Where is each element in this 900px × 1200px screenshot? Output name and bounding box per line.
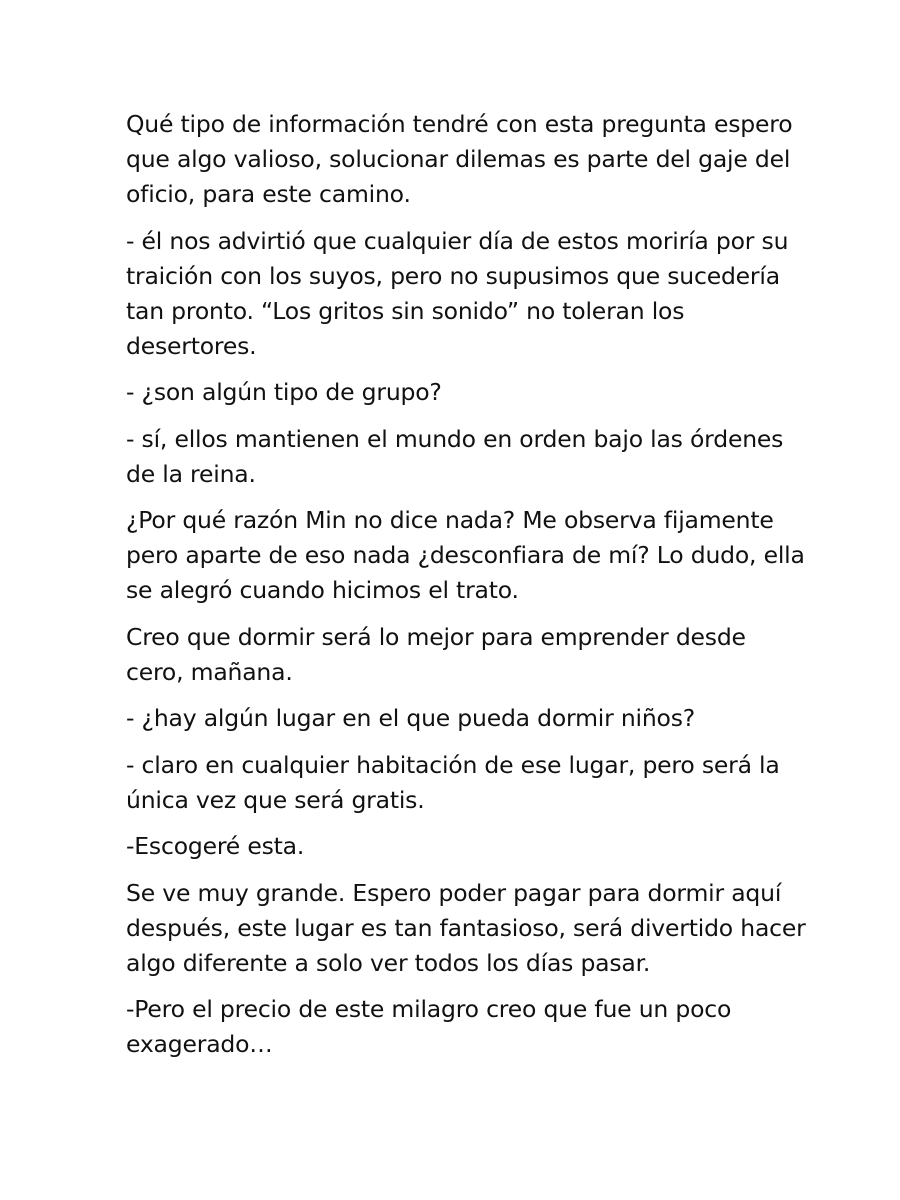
- paragraph-11: -Pero el precio de este milagro creo que fue un poco exagerado…: [126, 995, 732, 1058]
- paragraph-4: - sí, ellos mantienen el mundo en orden bajo las órdenes de la reina.: [126, 424, 784, 488]
- paragraph-10: Se ve muy grande. Espero poder pagar para dormir aquí después, este lugar es tan fantasioso, será divertido hacer algo diferente a solo ver todos los días pasar.: [126, 878, 806, 977]
- paragraph-8: - claro en cualquier habitación de ese lugar, pero será la única vez que será gratis.: [126, 750, 780, 814]
- paragraph-6: Creo que dormir será lo mejor para emprender desde cero, mañana.: [126, 622, 746, 686]
- paragraph-2: - él nos advirtió que cualquier día de estos moriría por su traición con los suyos, pero no supusimos que sucedería tan pronto. “Los gritos sin sonido” no toleran los desertores.: [126, 226, 789, 360]
- paragraph-3: - ¿son algún tipo de grupo?: [126, 378, 442, 406]
- paragraph-9: -Escogeré esta.: [126, 832, 305, 860]
- paragraph-5: ¿Por qué razón Min no dice nada? Me observa fijamente pero aparte de eso nada ¿desconfiara de mí? Lo dudo, ella se alegró cuando hicimos el trato.: [126, 506, 805, 604]
- paragraph-1: Qué tipo de información tendré con esta pregunta espero que algo valioso, solucionar dilemas es parte del gaje del oficio, para este camino.: [126, 110, 793, 208]
- paragraph-7: - ¿hay algún lugar en el que pueda dormir niños?: [126, 704, 696, 732]
